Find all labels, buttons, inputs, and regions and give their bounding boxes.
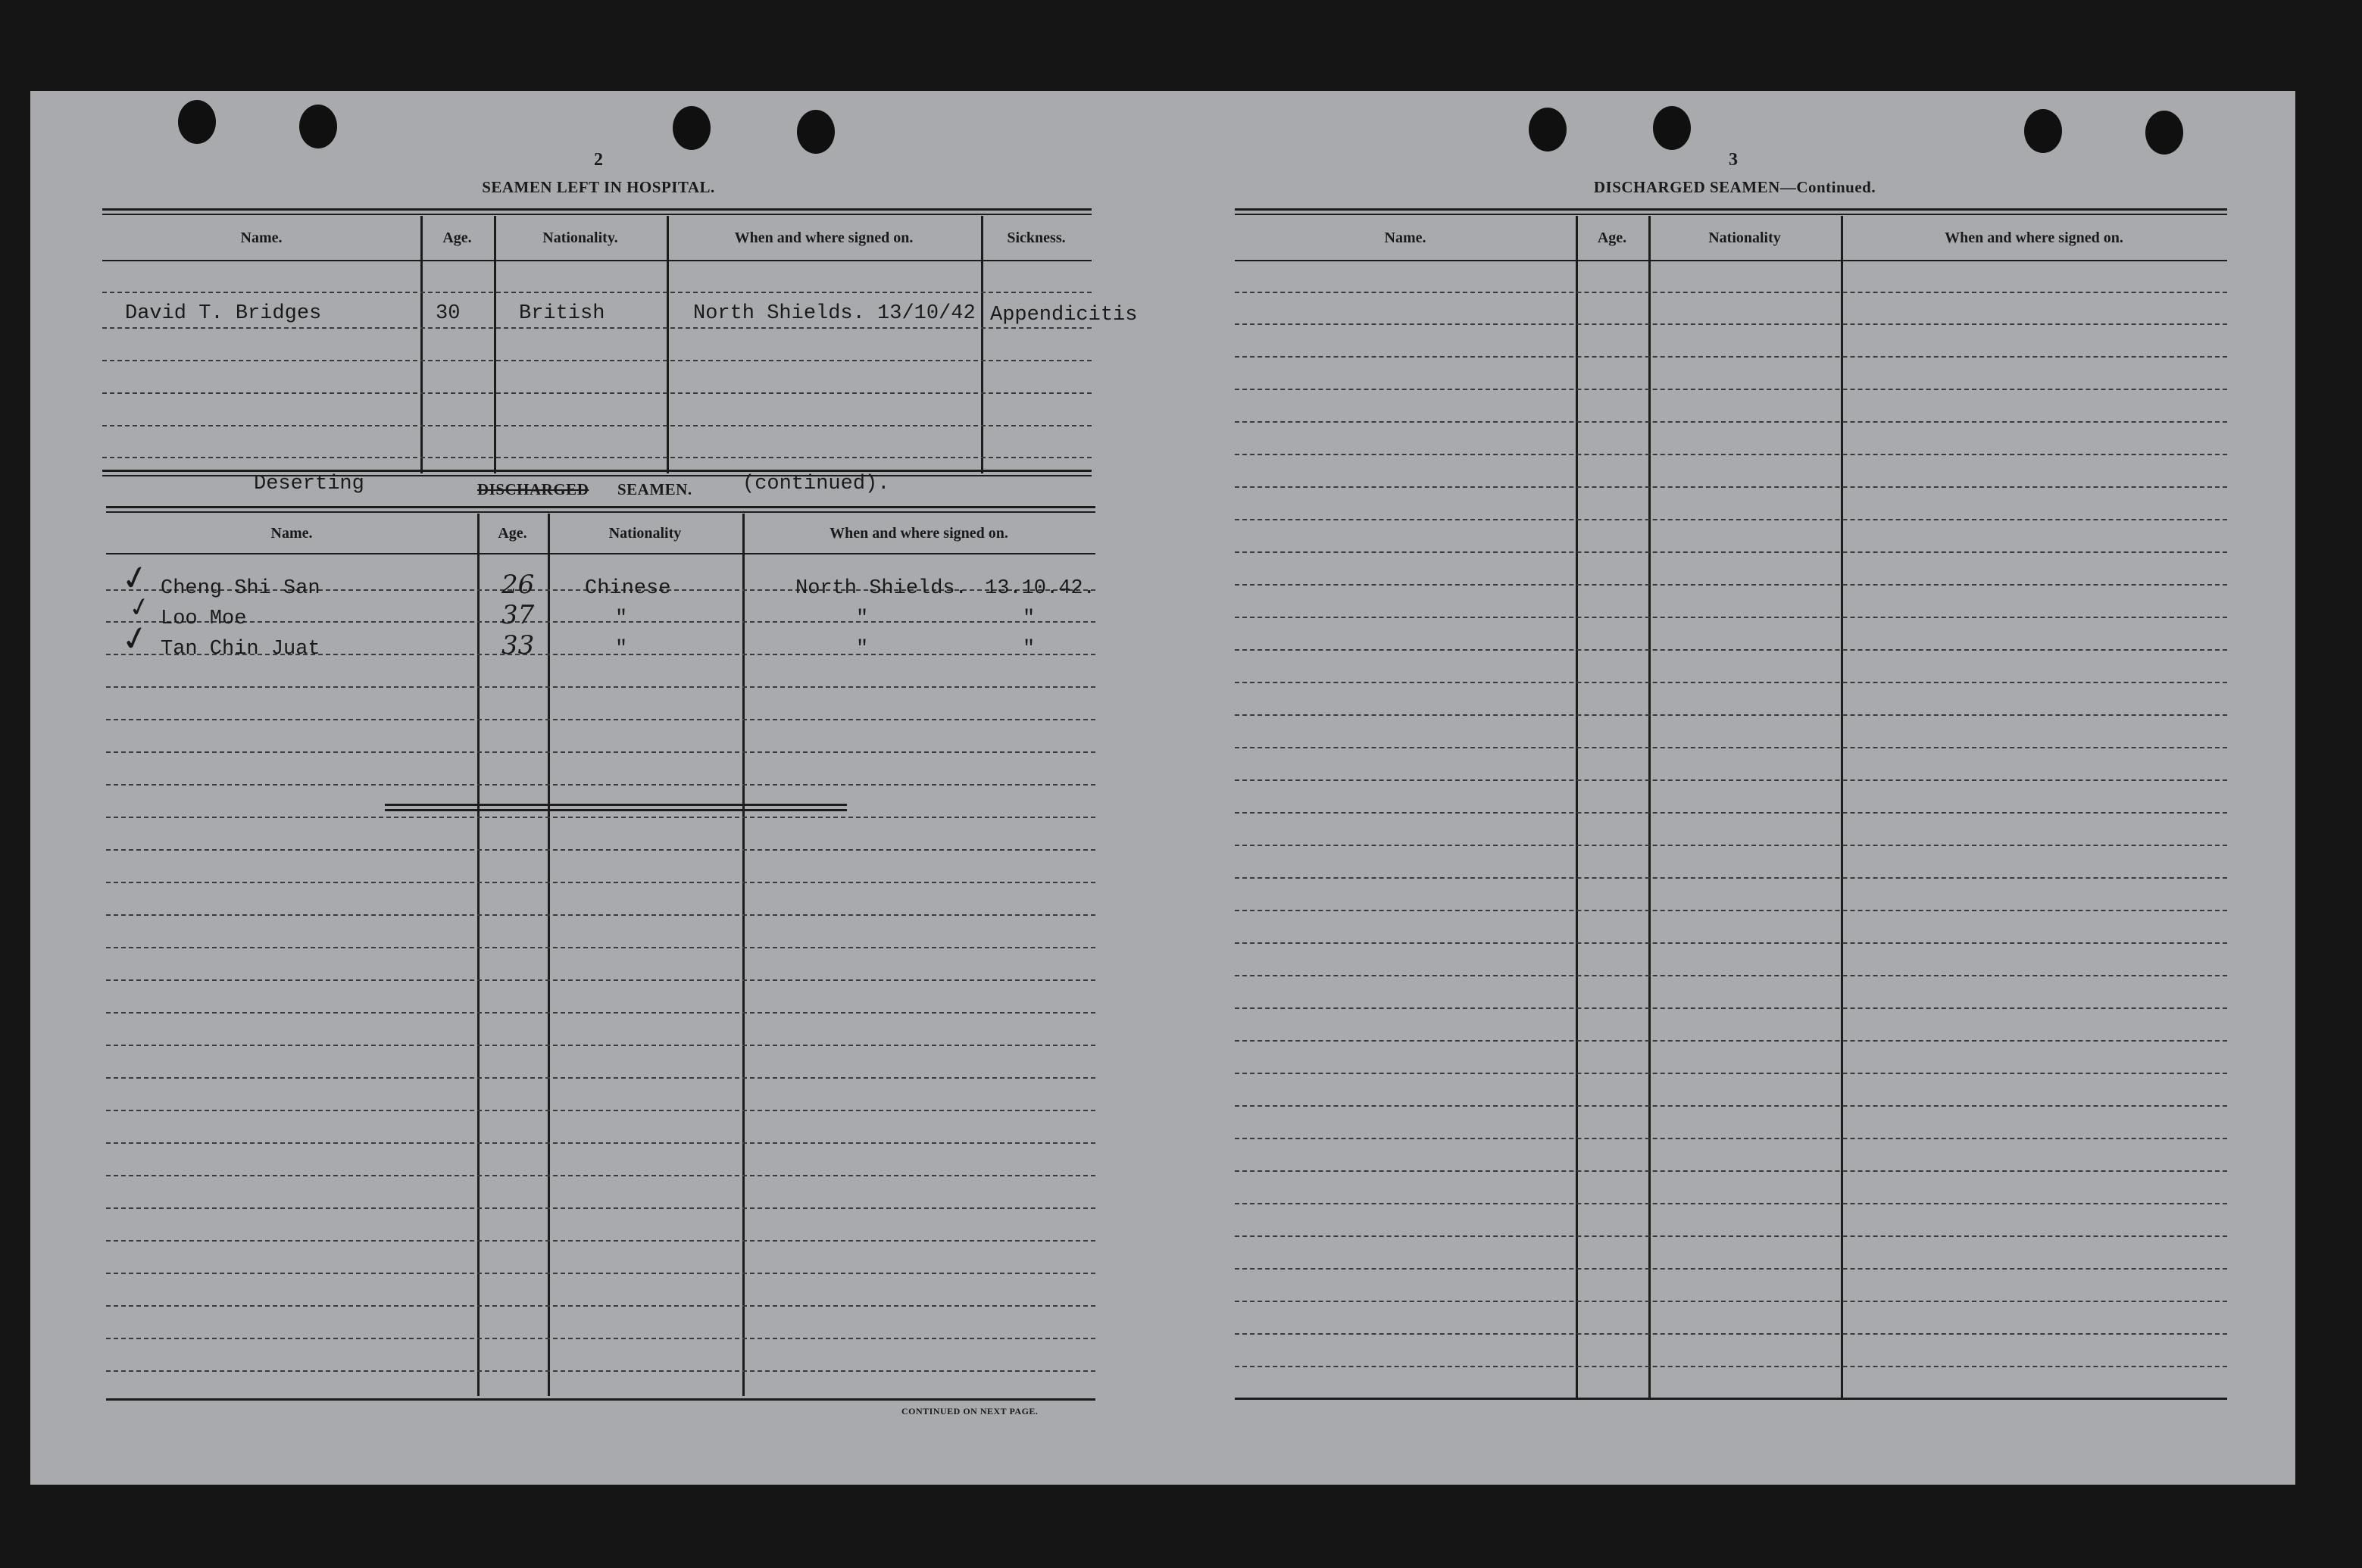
hospital-row-age: 30 <box>436 302 461 325</box>
deserting-header-age: Age. <box>498 525 527 542</box>
left-page <box>30 91 1167 1485</box>
deserting-header-signed-on: When and where signed on. <box>830 525 1008 542</box>
deserter-nationality: " <box>615 608 628 630</box>
punch-hole <box>797 110 835 154</box>
deserter-age: 37 <box>501 600 535 630</box>
deserter-name: Cheng Shi San <box>161 577 320 600</box>
deserter-place: North Shields. <box>795 577 967 600</box>
deserter-nationality: Chinese <box>585 577 671 600</box>
hospital-row-name: David T. Bridges <box>125 302 322 325</box>
hospital-section-title: SEAMEN LEFT IN HOSPITAL. <box>482 178 715 196</box>
deserting-header-nationality: Nationality <box>608 525 682 542</box>
deserting-table <box>106 506 1095 1423</box>
check-mark-icon: ✓ <box>117 617 153 661</box>
punch-hole <box>2024 109 2062 153</box>
deserter-date: " <box>1023 638 1036 661</box>
deserter-name: Tan Chin Juat <box>161 638 320 661</box>
page-number: 2 <box>594 150 603 170</box>
hospital-row-sickness: Appendicitis <box>990 304 1138 326</box>
punch-hole <box>178 100 216 144</box>
discharged-header-name: Name. <box>1384 230 1426 246</box>
entries-end-rule <box>385 809 847 811</box>
check-mark-icon: ✓ <box>126 590 154 625</box>
deserter-place: " <box>856 608 869 630</box>
discharged-table <box>1235 208 2227 1496</box>
hospital-header-signed-on: When and where signed on. <box>734 230 914 246</box>
discharged-header-signed-on: When and where signed on. <box>1945 230 2123 246</box>
discharged-header-nationality: Nationality <box>1708 230 1781 246</box>
page-number: 3 <box>1729 150 1738 170</box>
deserter-date: 13.10.42. <box>985 577 1095 600</box>
deserter-name: Loo Moe <box>161 608 247 630</box>
deserting-label: Deserting <box>254 473 364 495</box>
deserter-place: " <box>856 638 869 661</box>
hospital-header-name: Name. <box>240 230 283 246</box>
punch-hole <box>1653 106 1691 150</box>
hospital-row-signed-on: North Shields. 13/10/42 <box>693 302 976 325</box>
hospital-header-sickness: Sickness. <box>1007 230 1066 246</box>
deserter-age: 33 <box>501 630 535 661</box>
continued-label: (continued). <box>742 473 890 495</box>
right-page <box>1167 91 2295 1485</box>
punch-hole <box>2145 111 2183 155</box>
hospital-row-nationality: British <box>519 302 605 325</box>
deserter-age: 26 <box>501 570 535 600</box>
deserter-date: " <box>1023 608 1036 630</box>
discharged-section-title: DISCHARGED SEAMEN—Continued. <box>1593 178 1876 196</box>
hospital-header-nationality: Nationality. <box>542 230 618 246</box>
continued-on-next-page: CONTINUED ON NEXT PAGE. <box>901 1406 1039 1417</box>
discharged-header-age: Age. <box>1597 230 1627 246</box>
punch-hole <box>1529 108 1567 151</box>
struck-discharged: DISCHARGED <box>477 480 589 498</box>
punch-hole <box>299 105 337 148</box>
check-mark-icon: ✓ <box>117 556 153 601</box>
punch-hole <box>673 106 711 150</box>
seamen-word: SEAMEN. <box>617 480 692 498</box>
deserting-header-name: Name. <box>270 525 313 542</box>
deserter-nationality: " <box>615 638 628 661</box>
hospital-header-age: Age. <box>442 230 472 246</box>
entries-end-rule <box>385 804 847 806</box>
